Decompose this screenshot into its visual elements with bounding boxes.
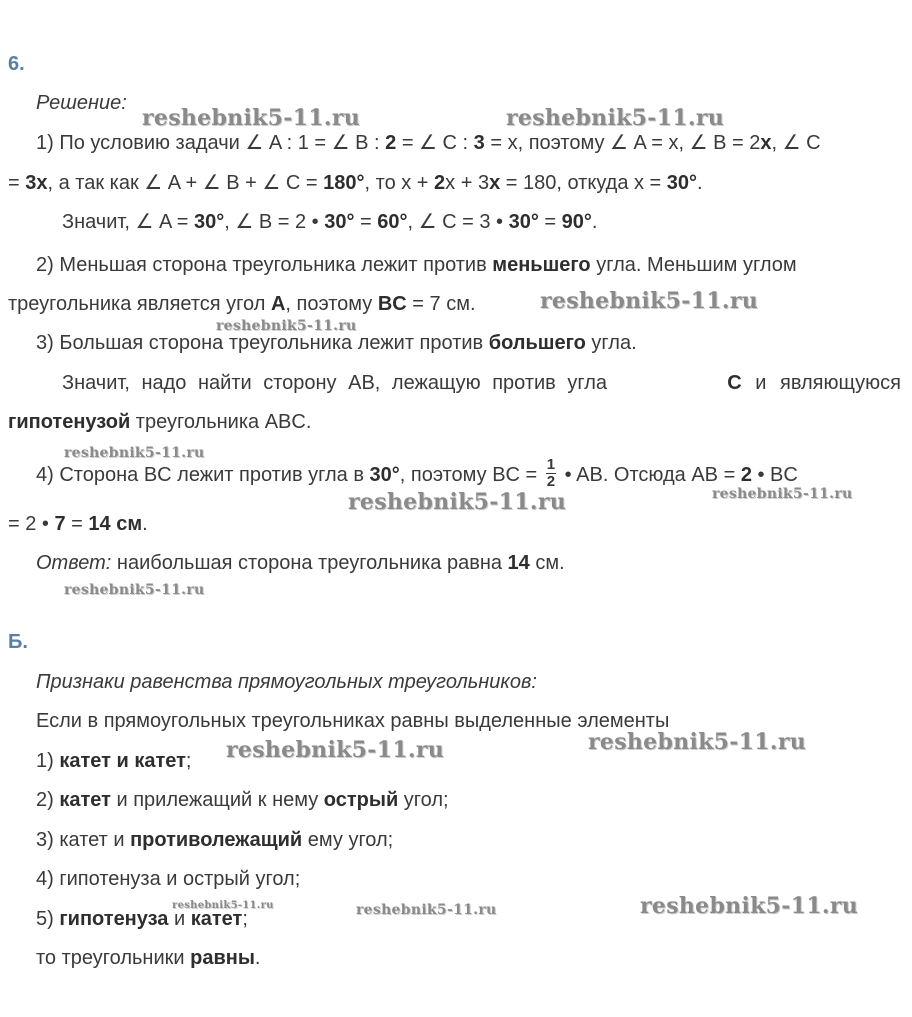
- step3-line2: Значит, надо найти сторону AB, лежащую против угла C и являющуюся: [62, 372, 901, 394]
- section-b-header: Б.: [8, 631, 28, 653]
- section-b-intro: Если в прямоугольных треугольниках равны выделенные элементы: [36, 710, 670, 732]
- step4-line2: = 2 • 7 = 14 см.: [8, 513, 148, 535]
- section-b-title: Признаки равенства прямоугольных треугольников:: [36, 671, 537, 693]
- criterion-5: 5) гипотенуза и катет;: [36, 908, 248, 930]
- section-b-conclusion: то треугольники равны.: [36, 947, 261, 969]
- watermark: reshebnik5-11.ru: [712, 486, 853, 502]
- step2-line1: 2) Меньшая сторона треугольника лежит против меньшего угла. Меньшим углом: [36, 254, 797, 276]
- watermark: reshebnik5-11.ru: [142, 105, 361, 131]
- step1-line1: 1) По условию задачи ∠ A : 1 = ∠ B : 2 = ∠ C : 3 = x, поэтому ∠ A = x, ∠ B = 2x, ∠ C: [36, 132, 821, 154]
- watermark: reshebnik5-11.ru: [540, 288, 759, 314]
- criterion-1: 1) катет и катет;: [36, 750, 192, 772]
- watermark: reshebnik5-11.ru: [172, 900, 274, 911]
- task-number: 6.: [8, 53, 25, 75]
- fraction-one-half: $\frac{1}{2}$: [546, 456, 556, 490]
- step2-line2: треугольника является угол A, поэтому BC = 7 см.: [8, 293, 476, 315]
- step1-line2: = 3x, а так как ∠ A + ∠ B + ∠ C = 180°, то x + 2x + 3x = 180, откуда x = 30°.: [8, 172, 703, 194]
- watermark: reshebnik5-11.ru: [506, 105, 725, 131]
- watermark: reshebnik5-11.ru: [348, 489, 567, 515]
- step1-line3: Значит, ∠ A = 30°, ∠ B = 2 • 30° = 60°, ∠ C = 3 • 30° = 90°.: [62, 211, 598, 233]
- criterion-4: 4) гипотенуза и острый угол;: [36, 868, 301, 890]
- criterion-2: 2) катет и прилежащий к нему острый угол;: [36, 789, 449, 811]
- watermark: reshebnik5-11.ru: [226, 737, 445, 763]
- criterion-3: 3) катет и противолежащий ему угол;: [36, 829, 394, 851]
- step3-line3: гипотенузой треугольника ABC.: [8, 411, 312, 433]
- watermark: reshebnik5-11.ru: [356, 902, 497, 918]
- solution-label: Решение:: [36, 92, 127, 114]
- step3-line1: 3) Большая сторона треугольника лежит против большего угла.: [36, 332, 637, 354]
- answer-line: Ответ: наибольшая сторона треугольника равна 14 см.: [36, 552, 565, 574]
- watermark: reshebnik5-11.ru: [64, 582, 205, 598]
- step4-line1: 4) Сторона BC лежит против угла в 30°, поэтому BC = $\frac{1}{2}$ • AB. Отсюда AB = 2 • BC: [36, 456, 798, 490]
- watermark: reshebnik5-11.ru: [216, 318, 357, 334]
- watermark: reshebnik5-11.ru: [640, 893, 859, 919]
- watermark: reshebnik5-11.ru: [588, 729, 807, 755]
- watermark: reshebnik5-11.ru: [64, 445, 205, 461]
